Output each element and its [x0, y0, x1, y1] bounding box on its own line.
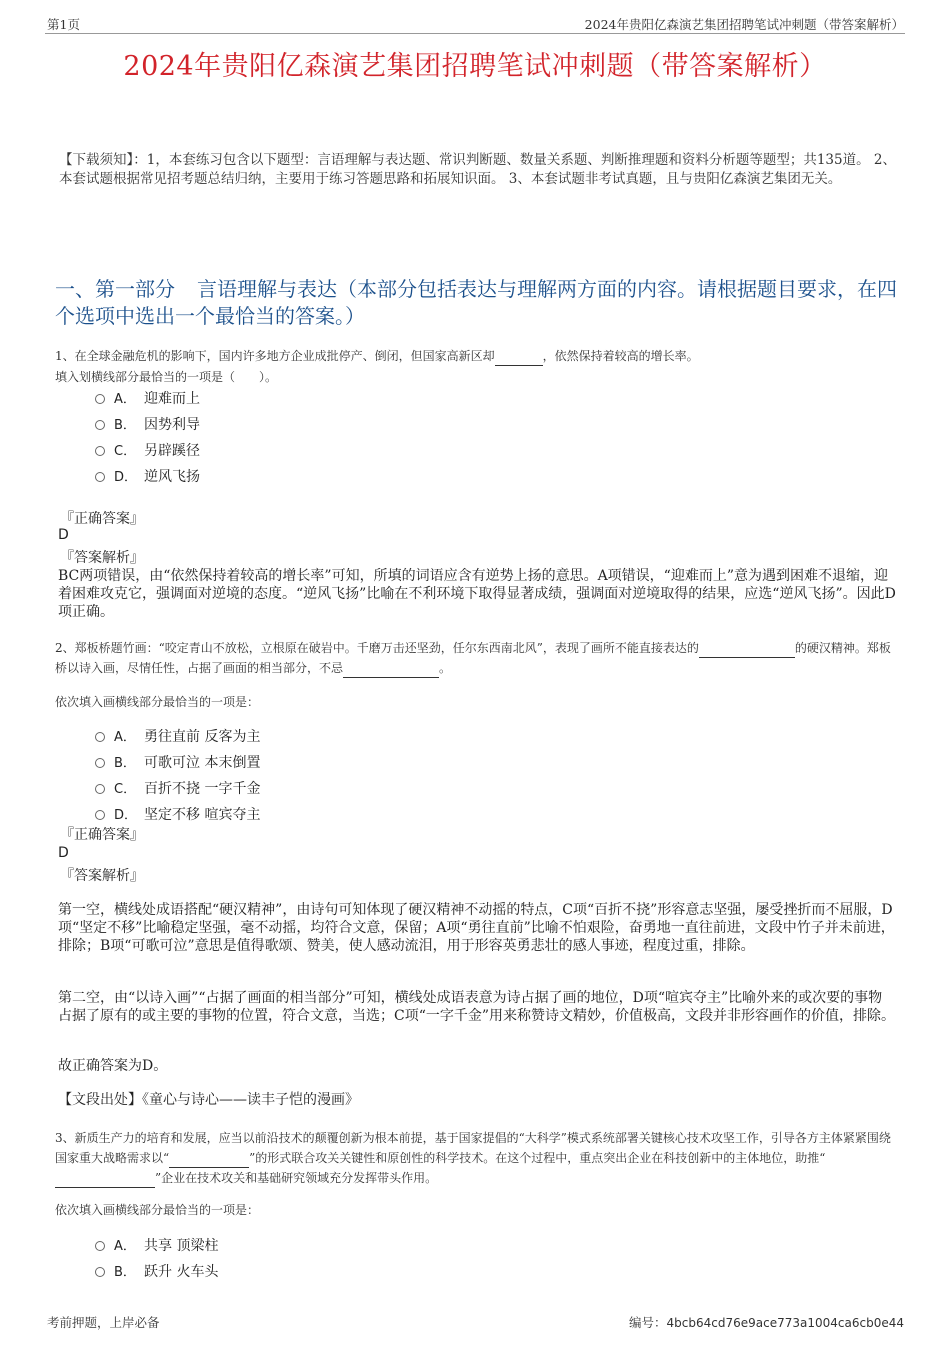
header-divider — [45, 33, 905, 34]
header-doc-title: 2024年贵阳亿森演艺集团招聘笔试冲刺题（带答案解析） — [584, 17, 904, 32]
analysis-label: 『答案解析』 — [60, 868, 144, 884]
answer-blank — [343, 677, 439, 678]
question-3-stem: 3、新质生产力的培育和发展，应当以前沿技术的颠覆创新为根本前提，基于国家提倡的“大科学”模式系统部署关键核心技术攻坚工作，引导各方主体紧紧围绕国家重大战略需求以“ ”的形式联合攻关关键性和原创性的科学技术。在这个过程中，重点突出企业在科技创新中的主体地位，助推“”企业在技术攻关和基础研究领域充分发挥带头作用。 — [55, 1128, 900, 1188]
question-2-source: 【文段出处】《童心与诗心——读丰子恺的漫画》 — [58, 1092, 359, 1108]
radio-icon[interactable] — [95, 1241, 105, 1251]
question-1-prompt: 填入划横线部分最恰当的一项是（ ）。 — [55, 370, 278, 384]
question-2-option-c[interactable]: C． 百折不挠 一字千金 — [95, 779, 260, 799]
correct-answer-label: 『正确答案』 — [60, 827, 144, 843]
download-notice: 【下载须知】：1，本套练习包含以下题型：言语理解与表达题、常识判断题、数量关系题、判断推理题和资料分析题等题型；共135道。 2、本套试题根据常见招考题总结归纳，主要用于练习答题思路和拓展知识面。 3、本套试题非考试真题，且与贵阳亿森演艺集团无关。 — [59, 152, 896, 187]
correct-answer-value: D — [58, 845, 69, 861]
question-2-conclusion: 故正确答案为D。 — [58, 1058, 168, 1074]
radio-icon[interactable] — [95, 810, 105, 820]
question-2-option-a[interactable]: A． 勇往直前 反客为主 — [95, 727, 260, 747]
answer-blank — [495, 365, 543, 366]
question-2-prompt: 依次填入画横线部分最恰当的一项是： — [55, 695, 260, 709]
question-1-stem: 1、在全球金融危机的影响下，国内许多地方企业成批停产、倒闭，但国家高新区却 ，依然保持着较高的增长率。 — [55, 346, 900, 366]
page-number: 第1页 — [47, 17, 80, 32]
radio-icon[interactable] — [95, 472, 105, 482]
radio-icon[interactable] — [95, 394, 105, 404]
radio-icon[interactable] — [95, 420, 105, 430]
question-3-option-a[interactable]: A． 共享 顶梁柱 — [95, 1236, 218, 1256]
question-1-option-d[interactable]: D． 逆风飞扬 — [95, 467, 200, 487]
radio-icon[interactable] — [95, 784, 105, 794]
question-1-option-b[interactable]: B． 因势利导 — [95, 415, 200, 435]
footer-slogan: 考前押题，上岸必备 — [47, 1315, 160, 1330]
answer-blank — [55, 1187, 155, 1188]
analysis-label: 『答案解析』 — [60, 550, 144, 566]
question-1-option-a[interactable]: A． 迎难而上 — [95, 389, 200, 409]
question-3-option-b[interactable]: B． 跃升 火车头 — [95, 1262, 218, 1282]
answer-blank — [699, 657, 795, 658]
question-2-analysis-paragraph-1: 第一空，横线处成语搭配“硬汉精神”，由诗句可知体现了硬汉精神不动摇的特点，C项“百折不挠”形容意志坚强，屡受挫折而不屈服，D项“坚定不移”比喻稳定坚强，毫不动摇，均符合文意，保留；A项“勇往直前”比喻不怕艰险，奋勇地一直往前进，文段中竹子并未前进，排除；B项“可歌可泣”意思是值得歌颂、赞美，使人感动流泪，用于形容英勇悲壮的感人事迹，程度过重，排除。 — [58, 902, 895, 954]
radio-icon[interactable] — [95, 446, 105, 456]
answer-blank — [169, 1167, 249, 1168]
question-2-analysis-paragraph-2: 第二空，由“以诗入画”“占据了画面的相当部分”可知，横线处成语表意为诗占据了画的地位，D项“喧宾夺主”比喻外来的或次要的事物占据了原有的或主要的事物的位置，符合文意，当选；C项“一字千金”用来称赞诗文精妙，价值极高，文段并非形容画作的价值，排除。 — [58, 990, 896, 1024]
section-heading — [55, 276, 900, 330]
question-3-prompt: 依次填入画横线部分最恰当的一项是： — [55, 1203, 260, 1217]
question-2-stem: 2、郑板桥题竹画：“咬定青山不放松，立根原在破岩中。千磨万击还坚劲，任尔东西南北风”，表现了画所不能直接表达的 的硬汉精神。郑板桥以诗入画，尽情任性，占据了画面的相当部分，不忌 。 — [55, 638, 900, 678]
question-1-analysis: BC两项错误，由“依然保持着较高的增长率”可知，所填的词语应含有逆势上扬的意思。A项错误，“迎难而上”意为遇到困难不退缩，迎着困难攻克它，强调面对逆境的态度。“逆风飞扬”比喻在不利环境下取得显著成绩，强调面对逆境取得的结果，应选“逆风飞扬”。因此D项正确。 — [58, 568, 896, 620]
radio-icon[interactable] — [95, 758, 105, 768]
section-number: 一、第一部分 — [55, 277, 175, 301]
correct-answer-label: 『正确答案』 — [60, 511, 144, 527]
radio-icon[interactable] — [95, 732, 105, 742]
footer-code: 编号：4bcb64cd76e9ace773a1004ca6cb0e44 — [629, 1315, 904, 1330]
question-2-option-d[interactable]: D． 坚定不移 喧宾夺主 — [95, 805, 260, 825]
correct-answer-value: D — [58, 527, 69, 543]
question-1-option-c[interactable]: C． 另辟蹊径 — [95, 441, 200, 461]
page-title: 2024年贵阳亿森演艺集团招聘笔试冲刺题（带答案解析） — [123, 51, 827, 82]
radio-icon[interactable] — [95, 1267, 105, 1277]
section-title: 言语理解与表达（本部分包括表达与理解两方面的内容。请根据题目要求，在四个选项中选出一个最恰当的答案。） — [55, 277, 897, 328]
question-2-option-b[interactable]: B． 可歌可泣 本末倒置 — [95, 753, 260, 773]
document-code: 4bcb64cd76e9ace773a1004ca6cb0e44 — [666, 1316, 904, 1330]
